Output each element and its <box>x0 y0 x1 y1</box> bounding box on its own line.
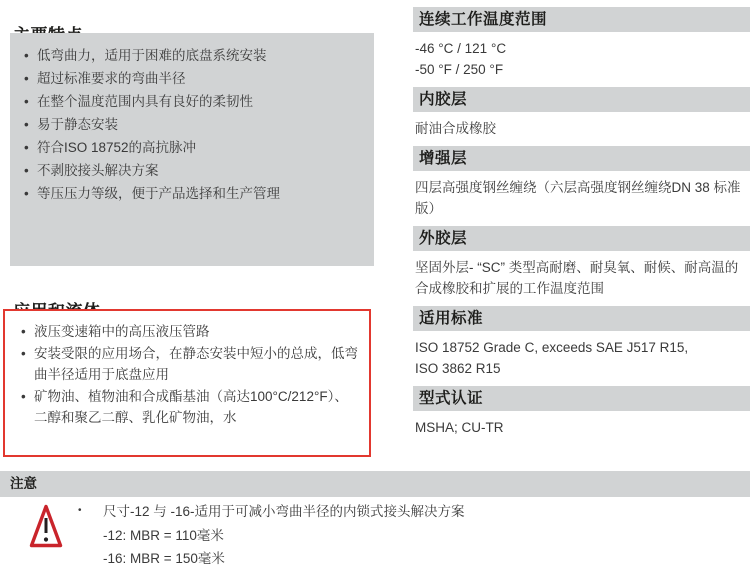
list-item: • 不剥胶接头解决方案 <box>24 159 364 182</box>
notice-sub-line: -12: MBR = 110毫米 <box>103 527 224 543</box>
spec-line: MSHA; CU-TR <box>415 420 504 435</box>
spec-value-inner-tube <box>413 112 750 146</box>
spec-line: ISO 3862 R15 <box>415 361 501 376</box>
applications-highlight-box <box>3 309 371 457</box>
warning-triangle-icon <box>29 503 63 549</box>
spec-line: 四层高强度钢丝缠绕（六层高强度钢丝缠绕DN 38 标准版） <box>415 180 741 216</box>
notice-bullet-text: • 尺寸-12 与 -16-适用于可减小弯曲半径的内锁式接头解决方案 <box>78 500 698 524</box>
features-list <box>24 44 364 205</box>
spec-heading-reinforcement: 增强层 <box>413 146 750 171</box>
spec-column <box>413 7 750 445</box>
spec-value-cover <box>413 251 750 306</box>
spec-line: -50 °F / 250 °F <box>415 62 504 77</box>
spec-value-certifications <box>413 411 750 445</box>
list-item: • 安装受限的应用场合，在静态安装中短小的总成，低弯曲半径适用于底盘应用 <box>21 343 361 386</box>
notice-title: 注意 <box>10 476 37 491</box>
list-item: • 液压变速箱中的高压液压管路 <box>21 321 361 343</box>
spec-line: ISO 18752 Grade C, exceeds SAE J517 R15, <box>415 340 689 355</box>
list-item: • 等压压力等级，便于产品选择和生产管理 <box>24 182 364 205</box>
spec-heading-certifications: 型式认证 <box>413 386 750 411</box>
applications-list <box>21 321 361 429</box>
spec-value-standards <box>413 331 750 386</box>
spec-heading-inner-tube: 内胶层 <box>413 87 750 112</box>
features-panel <box>10 33 374 266</box>
spec-heading-temperature-range: 连续工作温度范围 <box>413 7 750 32</box>
spec-line: 坚固外层- “SC” 类型高耐磨、耐臭氧、耐候、耐高温的合成橡胶和扩展的工作温度范围 <box>415 260 739 296</box>
spec-value-temperature-range <box>413 32 750 87</box>
list-item: • 低弯曲力，适用于困难的底盘系统安装 <box>24 44 364 67</box>
list-item: • 超过标准要求的弯曲半径 <box>24 67 364 90</box>
notice-body <box>78 500 698 571</box>
notice-header-bar <box>0 471 750 497</box>
spec-heading-standards: 适用标准 <box>413 306 750 331</box>
notice-sub-line: -16: MBR = 150毫米 <box>103 551 225 566</box>
spec-value-reinforcement <box>413 171 750 226</box>
spec-heading-cover: 外胶层 <box>413 226 750 251</box>
spec-line: 耐油合成橡胶 <box>415 121 496 136</box>
spec-line: -46 °C / 121 °C <box>415 41 507 56</box>
list-item: • 在整个温度范围内具有良好的柔韧性 <box>24 90 364 113</box>
list-item: • 易于静态安装 <box>24 113 364 136</box>
list-item: • 符合ISO 18752的高抗脉冲 <box>24 136 364 159</box>
list-item: • 矿物油、植物油和合成酯基油（高达100°C/212°F）、二醇和聚乙二醇、乳化矿物油，水 <box>21 386 361 429</box>
